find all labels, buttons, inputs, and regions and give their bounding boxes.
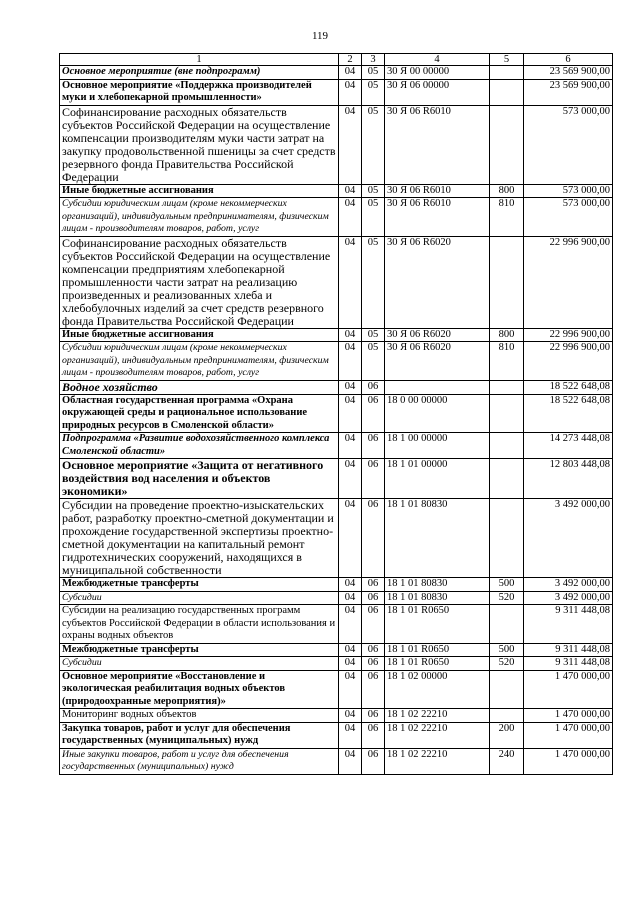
target-article-cell: 18 1 02 22210 bbox=[385, 722, 490, 748]
row-name-cell: Иные бюджетные ассигнования bbox=[60, 184, 339, 198]
target-article-cell: 30 Я 06 R6020 bbox=[385, 342, 490, 381]
table-row bbox=[60, 499, 613, 578]
target-article-cell: 18 1 01 00000 bbox=[385, 459, 490, 499]
subsection-code-cell: 06 bbox=[362, 709, 385, 723]
expense-type-cell bbox=[490, 459, 524, 499]
row-name-cell: Водное хозяйство bbox=[60, 380, 339, 394]
section-code-cell: 04 bbox=[339, 433, 362, 459]
amount-cell: 22 996 900,00 bbox=[524, 328, 613, 342]
column-header: 3 bbox=[362, 54, 385, 66]
expense-type-cell: 800 bbox=[490, 184, 524, 198]
table-row bbox=[60, 657, 613, 671]
subsection-code-cell: 06 bbox=[362, 380, 385, 394]
row-name-cell: Субсидии юридическим лицам (кроме некоммерческих организаций), индивидуальным предпринимателям, физическим лицам - производителям товаров, работ, услуг bbox=[60, 198, 339, 237]
section-code-cell: 04 bbox=[339, 591, 362, 605]
subsection-code-cell: 06 bbox=[362, 591, 385, 605]
expense-type-cell bbox=[490, 79, 524, 105]
subsection-code-cell: 05 bbox=[362, 328, 385, 342]
expense-type-cell: 200 bbox=[490, 722, 524, 748]
row-name-cell: Субсидии bbox=[60, 657, 339, 671]
subsection-code-cell: 05 bbox=[362, 105, 385, 184]
subsection-code-cell: 06 bbox=[362, 657, 385, 671]
section-code-cell: 04 bbox=[339, 643, 362, 657]
target-article-cell: 18 1 01 80830 bbox=[385, 578, 490, 592]
target-article-cell: 18 1 01 R0650 bbox=[385, 657, 490, 671]
row-name-cell: Межбюджетные трансферты bbox=[60, 578, 339, 592]
table-row bbox=[60, 236, 613, 328]
target-article-cell: 18 1 01 80830 bbox=[385, 499, 490, 578]
table-row bbox=[60, 66, 613, 80]
row-name-cell: Основное мероприятие «Поддержка производителей муки и хлебопекарной промышленности» bbox=[60, 79, 339, 105]
table-row bbox=[60, 670, 613, 709]
amount-cell: 18 522 648,08 bbox=[524, 394, 613, 433]
amount-cell: 573 000,00 bbox=[524, 105, 613, 184]
expense-type-cell bbox=[490, 236, 524, 328]
amount-cell: 1 470 000,00 bbox=[524, 670, 613, 709]
expense-type-cell bbox=[490, 66, 524, 80]
table-row bbox=[60, 433, 613, 459]
amount-cell: 18 522 648,08 bbox=[524, 380, 613, 394]
section-code-cell: 04 bbox=[339, 328, 362, 342]
amount-cell: 22 996 900,00 bbox=[524, 236, 613, 328]
row-name-cell: Субсидии юридическим лицам (кроме некоммерческих организаций), индивидуальным предпринимателям, физическим лицам - производителям товаров, работ, услуг bbox=[60, 342, 339, 381]
subsection-code-cell: 05 bbox=[362, 236, 385, 328]
expense-type-cell bbox=[490, 605, 524, 644]
row-name-cell: Межбюджетные трансферты bbox=[60, 643, 339, 657]
amount-cell: 1 470 000,00 bbox=[524, 709, 613, 723]
expense-type-cell bbox=[490, 105, 524, 184]
target-article-cell: 18 1 02 22210 bbox=[385, 748, 490, 774]
row-name-cell: Основное мероприятие «Защита от негативного воздействия вод населения и объектов экономики» bbox=[60, 459, 339, 499]
amount-cell: 3 492 000,00 bbox=[524, 578, 613, 592]
target-article-cell: 30 Я 06 R6010 bbox=[385, 198, 490, 237]
section-code-cell: 04 bbox=[339, 709, 362, 723]
column-header: 2 bbox=[339, 54, 362, 66]
section-code-cell: 04 bbox=[339, 105, 362, 184]
subsection-code-cell: 06 bbox=[362, 748, 385, 774]
section-code-cell: 04 bbox=[339, 66, 362, 80]
section-code-cell: 04 bbox=[339, 380, 362, 394]
section-code-cell: 04 bbox=[339, 748, 362, 774]
target-article-cell: 30 Я 06 R6020 bbox=[385, 328, 490, 342]
subsection-code-cell: 05 bbox=[362, 79, 385, 105]
column-header: 6 bbox=[524, 54, 613, 66]
expense-type-cell: 520 bbox=[490, 657, 524, 671]
row-name-cell: Софинансирование расходных обязательств субъектов Российской Федерации на осуществление компенсации предприятиям хлебопекарной промышленности части затрат на реализацию произведенных и реализованных хлеба и хлебобулочных изделий за счет средств резервного фонда Правительства Российской Федерации bbox=[60, 236, 339, 328]
expense-type-cell bbox=[490, 709, 524, 723]
section-code-cell: 04 bbox=[339, 394, 362, 433]
target-article-cell: 30 Я 06 R6010 bbox=[385, 105, 490, 184]
subsection-code-cell: 06 bbox=[362, 433, 385, 459]
section-code-cell: 04 bbox=[339, 657, 362, 671]
amount-cell: 23 569 900,00 bbox=[524, 66, 613, 80]
amount-cell: 573 000,00 bbox=[524, 198, 613, 237]
section-code-cell: 04 bbox=[339, 499, 362, 578]
row-name-cell: Закупка товаров, работ и услуг для обеспечения государственных (муниципальных) нужд bbox=[60, 722, 339, 748]
row-name-cell: Основное мероприятие «Восстановление и экологическая реабилитация водных объектов (природоохранные мероприятия)» bbox=[60, 670, 339, 709]
amount-cell: 9 311 448,08 bbox=[524, 657, 613, 671]
table-row bbox=[60, 709, 613, 723]
amount-cell: 23 569 900,00 bbox=[524, 79, 613, 105]
subsection-code-cell: 06 bbox=[362, 722, 385, 748]
table-row bbox=[60, 591, 613, 605]
table-row bbox=[60, 748, 613, 774]
target-article-cell: 18 1 01 R0650 bbox=[385, 643, 490, 657]
amount-cell: 573 000,00 bbox=[524, 184, 613, 198]
target-article-cell: 30 Я 06 R6020 bbox=[385, 236, 490, 328]
target-article-cell: 18 1 02 00000 bbox=[385, 670, 490, 709]
amount-cell: 3 492 000,00 bbox=[524, 499, 613, 578]
table-row bbox=[60, 643, 613, 657]
table-row bbox=[60, 722, 613, 748]
expense-type-cell: 500 bbox=[490, 578, 524, 592]
target-article-cell: 18 0 00 00000 bbox=[385, 394, 490, 433]
table-row bbox=[60, 605, 613, 644]
expense-type-cell: 810 bbox=[490, 198, 524, 237]
subsection-code-cell: 05 bbox=[362, 198, 385, 237]
target-article-cell: 18 1 01 R0650 bbox=[385, 605, 490, 644]
table-header-row bbox=[60, 54, 613, 66]
section-code-cell: 04 bbox=[339, 79, 362, 105]
subsection-code-cell: 06 bbox=[362, 499, 385, 578]
target-article-cell: 18 1 00 00000 bbox=[385, 433, 490, 459]
budget-table bbox=[59, 53, 613, 775]
target-article-cell bbox=[385, 380, 490, 394]
expense-type-cell: 240 bbox=[490, 748, 524, 774]
column-header: 5 bbox=[490, 54, 524, 66]
expense-type-cell bbox=[490, 670, 524, 709]
amount-cell: 9 311 448,08 bbox=[524, 643, 613, 657]
column-header: 1 bbox=[60, 54, 339, 66]
section-code-cell: 04 bbox=[339, 605, 362, 644]
subsection-code-cell: 06 bbox=[362, 394, 385, 433]
expense-type-cell: 500 bbox=[490, 643, 524, 657]
amount-cell: 14 273 448,08 bbox=[524, 433, 613, 459]
amount-cell: 9 311 448,08 bbox=[524, 605, 613, 644]
subsection-code-cell: 06 bbox=[362, 459, 385, 499]
row-name-cell: Субсидии на проведение проектно-изыскательских работ, разработку проектно-сметной документации и прохождение государственной экспертизы проектно-сметной документации на капитальный ремонт гидротехнических сооружений, находящихся в муниципальной собственности bbox=[60, 499, 339, 578]
table-row bbox=[60, 380, 613, 394]
section-code-cell: 04 bbox=[339, 578, 362, 592]
amount-cell: 3 492 000,00 bbox=[524, 591, 613, 605]
amount-cell: 1 470 000,00 bbox=[524, 722, 613, 748]
target-article-cell: 18 1 01 80830 bbox=[385, 591, 490, 605]
amount-cell: 1 470 000,00 bbox=[524, 748, 613, 774]
expense-type-cell: 520 bbox=[490, 591, 524, 605]
section-code-cell: 04 bbox=[339, 722, 362, 748]
page-number: 119 bbox=[311, 30, 329, 42]
row-name-cell: Областная государственная программа «Охрана окружающей среды и рациональное использование природных ресурсов в Смоленской области» bbox=[60, 394, 339, 433]
expense-type-cell: 810 bbox=[490, 342, 524, 381]
table-row bbox=[60, 328, 613, 342]
expense-type-cell bbox=[490, 433, 524, 459]
table-row bbox=[60, 342, 613, 381]
column-header: 4 bbox=[385, 54, 490, 66]
row-name-cell: Софинансирование расходных обязательств субъектов Российской Федерации на осуществление компенсации производителям муки части затрат на закупку продовольственной пшеницы за счет средств резервного фонда Правительства Российской Федерации bbox=[60, 105, 339, 184]
expense-type-cell bbox=[490, 394, 524, 433]
subsection-code-cell: 05 bbox=[362, 66, 385, 80]
row-name-cell: Иные бюджетные ассигнования bbox=[60, 328, 339, 342]
target-article-cell: 30 Я 00 00000 bbox=[385, 66, 490, 80]
table-row bbox=[60, 394, 613, 433]
row-name-cell: Мониторинг водных объектов bbox=[60, 709, 339, 723]
amount-cell: 12 803 448,08 bbox=[524, 459, 613, 499]
row-name-cell: Иные закупки товаров, работ и услуг для обеспечения государственных (муниципальных) нужд bbox=[60, 748, 339, 774]
subsection-code-cell: 06 bbox=[362, 578, 385, 592]
subsection-code-cell: 05 bbox=[362, 184, 385, 198]
section-code-cell: 04 bbox=[339, 184, 362, 198]
table-row bbox=[60, 578, 613, 592]
expense-type-cell bbox=[490, 499, 524, 578]
table-row bbox=[60, 459, 613, 499]
section-code-cell: 04 bbox=[339, 342, 362, 381]
row-name-cell: Субсидии на реализацию государственных программ субъектов Российской Федерации в области использования и охраны водных объектов bbox=[60, 605, 339, 644]
target-article-cell: 30 Я 06 R6010 bbox=[385, 184, 490, 198]
subsection-code-cell: 06 bbox=[362, 670, 385, 709]
section-code-cell: 04 bbox=[339, 198, 362, 237]
target-article-cell: 18 1 02 22210 bbox=[385, 709, 490, 723]
subsection-code-cell: 05 bbox=[362, 342, 385, 381]
subsection-code-cell: 06 bbox=[362, 605, 385, 644]
expense-type-cell: 800 bbox=[490, 328, 524, 342]
expense-type-cell bbox=[490, 380, 524, 394]
amount-cell: 22 996 900,00 bbox=[524, 342, 613, 381]
subsection-code-cell: 06 bbox=[362, 643, 385, 657]
table-row bbox=[60, 198, 613, 237]
table-row bbox=[60, 184, 613, 198]
row-name-cell: Субсидии bbox=[60, 591, 339, 605]
section-code-cell: 04 bbox=[339, 236, 362, 328]
section-code-cell: 04 bbox=[339, 670, 362, 709]
section-code-cell: 04 bbox=[339, 459, 362, 499]
table-row bbox=[60, 105, 613, 184]
row-name-cell: Подпрограмма «Развитие водохозяйственного комплекса Смоленской области» bbox=[60, 433, 339, 459]
target-article-cell: 30 Я 06 00000 bbox=[385, 79, 490, 105]
table-row bbox=[60, 79, 613, 105]
row-name-cell: Основное мероприятие (вне подпрограмм) bbox=[60, 66, 339, 80]
